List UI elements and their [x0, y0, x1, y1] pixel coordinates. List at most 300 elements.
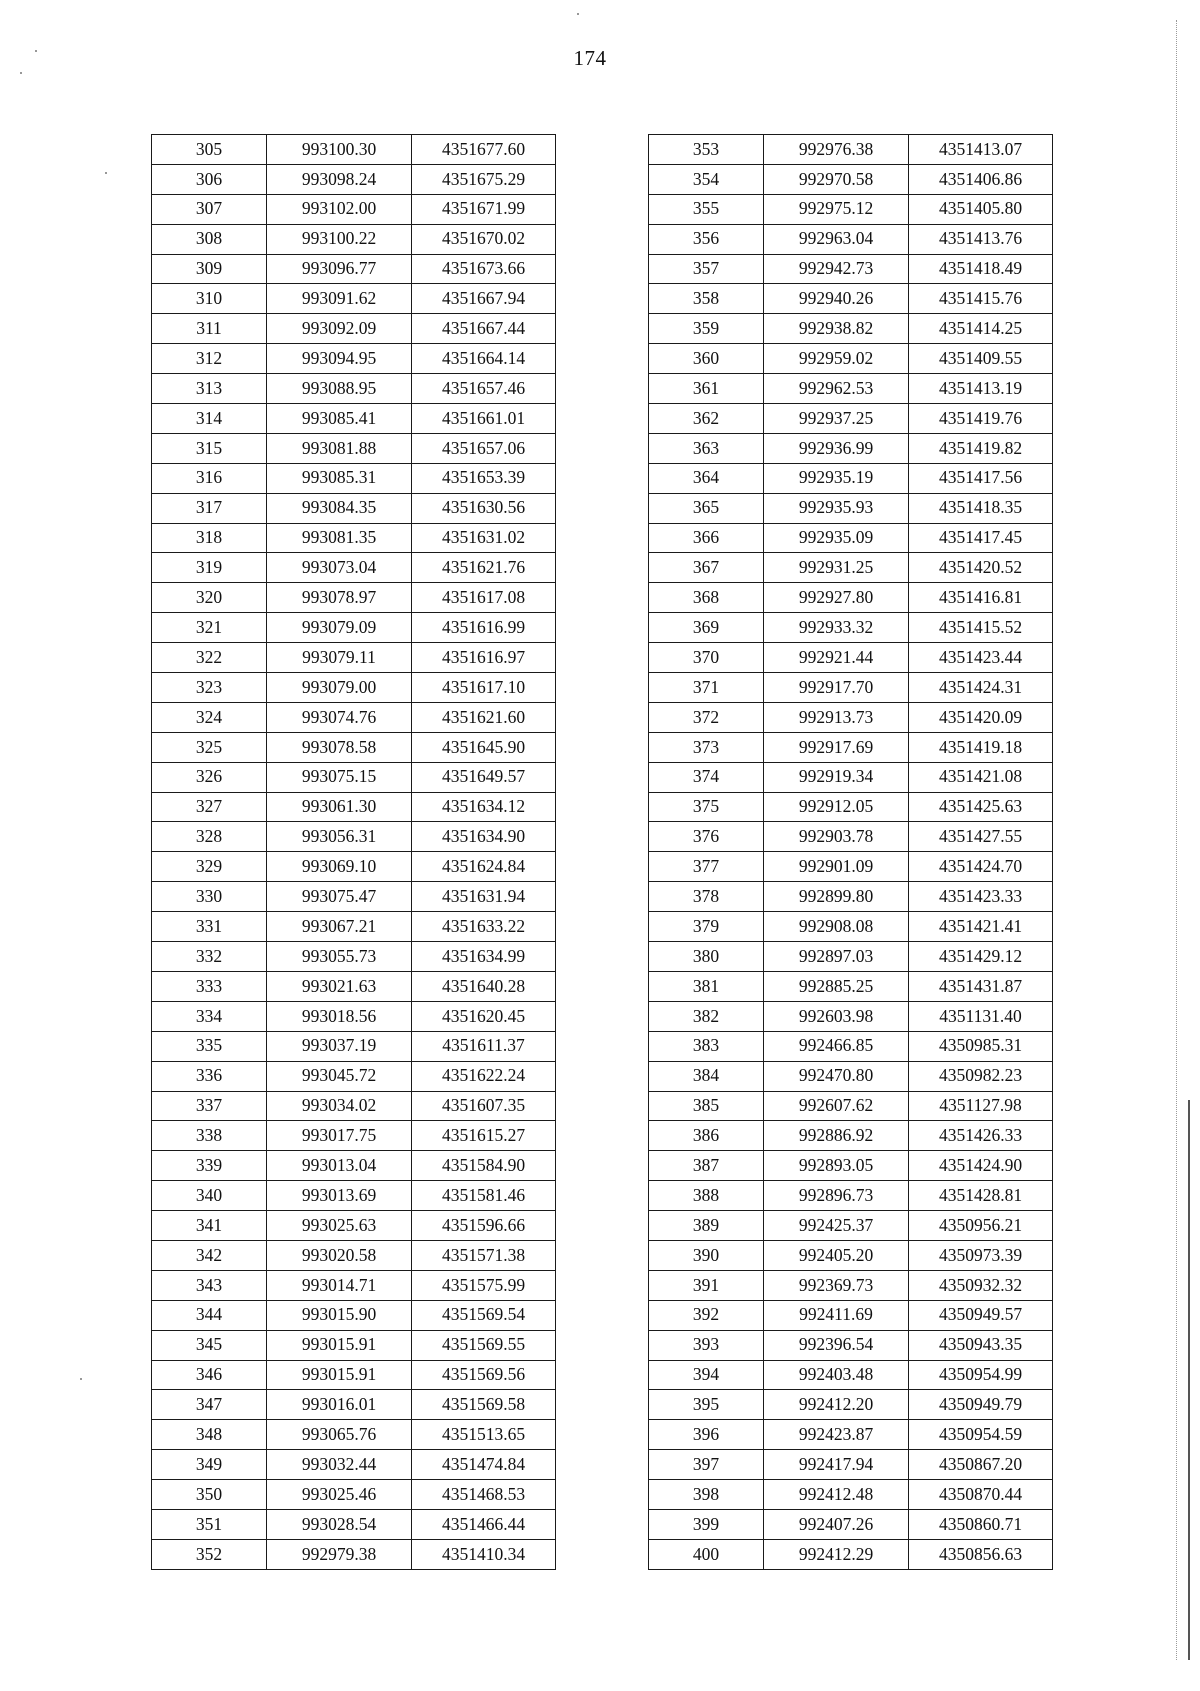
- y-coordinate-cell: 4351425.63: [909, 792, 1053, 822]
- point-number-cell: 399: [649, 1509, 764, 1539]
- point-number-cell: 387: [649, 1151, 764, 1181]
- x-coordinate-cell: 992970.58: [764, 164, 909, 194]
- x-coordinate-cell: 992938.82: [764, 314, 909, 344]
- y-coordinate-cell: 4351607.35: [412, 1091, 556, 1121]
- y-coordinate-cell: 4350954.59: [909, 1420, 1053, 1450]
- y-coordinate-cell: 4351406.86: [909, 164, 1053, 194]
- point-number-cell: 386: [649, 1121, 764, 1151]
- table-row: [152, 1240, 556, 1270]
- point-number-cell: 395: [649, 1390, 764, 1420]
- y-coordinate-cell: 4351419.82: [909, 433, 1053, 463]
- point-number-cell: 367: [649, 553, 764, 583]
- table-row: [152, 224, 556, 254]
- point-number-cell: 380: [649, 942, 764, 972]
- y-coordinate-cell: 4351633.22: [412, 912, 556, 942]
- x-coordinate-cell: 992896.73: [764, 1181, 909, 1211]
- y-coordinate-cell: 4351428.81: [909, 1181, 1053, 1211]
- y-coordinate-cell: 4351413.76: [909, 224, 1053, 254]
- scan-edge-line: [1188, 1100, 1190, 1660]
- x-coordinate-cell: 992976.38: [764, 135, 909, 165]
- x-coordinate-cell: 993065.76: [267, 1420, 412, 1450]
- x-coordinate-cell: 993016.01: [267, 1390, 412, 1420]
- x-coordinate-cell: 993045.72: [267, 1061, 412, 1091]
- x-coordinate-cell: 993015.91: [267, 1330, 412, 1360]
- y-coordinate-cell: 4351424.90: [909, 1151, 1053, 1181]
- x-coordinate-cell: 992396.54: [764, 1330, 909, 1360]
- x-coordinate-cell: 993088.95: [267, 374, 412, 404]
- x-coordinate-cell: 992885.25: [764, 971, 909, 1001]
- x-coordinate-cell: 992962.53: [764, 374, 909, 404]
- point-number-cell: 334: [152, 1001, 267, 1031]
- table-row: [152, 732, 556, 762]
- table-row: [152, 971, 556, 1001]
- x-coordinate-cell: 993078.97: [267, 583, 412, 613]
- table-row: [649, 553, 1053, 583]
- point-number-cell: 305: [152, 135, 267, 165]
- y-coordinate-cell: 4351615.27: [412, 1121, 556, 1151]
- point-number-cell: 379: [649, 912, 764, 942]
- table-row: [649, 1480, 1053, 1510]
- x-coordinate-cell: 992466.85: [764, 1031, 909, 1061]
- point-number-cell: 329: [152, 852, 267, 882]
- y-coordinate-cell: 4351664.14: [412, 344, 556, 374]
- y-coordinate-cell: 4351423.44: [909, 643, 1053, 673]
- y-coordinate-cell: 4351640.28: [412, 971, 556, 1001]
- x-coordinate-cell: 993085.31: [267, 463, 412, 493]
- table-row: [152, 583, 556, 613]
- point-number-cell: 340: [152, 1181, 267, 1211]
- y-coordinate-cell: 4351667.94: [412, 284, 556, 314]
- scan-speck: [20, 72, 22, 74]
- y-coordinate-cell: 4351616.99: [412, 613, 556, 643]
- point-number-cell: 370: [649, 643, 764, 673]
- y-coordinate-cell: 4351569.55: [412, 1330, 556, 1360]
- y-coordinate-cell: 4351569.54: [412, 1300, 556, 1330]
- point-number-cell: 308: [152, 224, 267, 254]
- table-row: [649, 822, 1053, 852]
- y-coordinate-cell: 4350932.32: [909, 1270, 1053, 1300]
- point-number-cell: 374: [649, 762, 764, 792]
- y-coordinate-cell: 4351584.90: [412, 1151, 556, 1181]
- table-row: [649, 493, 1053, 523]
- x-coordinate-cell: 992935.09: [764, 523, 909, 553]
- x-coordinate-cell: 993081.88: [267, 433, 412, 463]
- point-number-cell: 358: [649, 284, 764, 314]
- point-number-cell: 310: [152, 284, 267, 314]
- x-coordinate-cell: 993075.47: [267, 882, 412, 912]
- point-number-cell: 336: [152, 1061, 267, 1091]
- x-coordinate-cell: 992425.37: [764, 1211, 909, 1241]
- x-coordinate-cell: 992975.12: [764, 194, 909, 224]
- scan-speck: [105, 172, 107, 174]
- x-coordinate-cell: 993091.62: [267, 284, 412, 314]
- x-coordinate-cell: 992940.26: [764, 284, 909, 314]
- table-row: [649, 702, 1053, 732]
- y-coordinate-cell: 4351621.76: [412, 553, 556, 583]
- x-coordinate-cell: 992919.34: [764, 762, 909, 792]
- y-coordinate-cell: 4351466.44: [412, 1509, 556, 1539]
- table-row: [649, 523, 1053, 553]
- point-number-cell: 369: [649, 613, 764, 643]
- x-coordinate-cell: 993084.35: [267, 493, 412, 523]
- table-row: [152, 344, 556, 374]
- y-coordinate-cell: 4351634.12: [412, 792, 556, 822]
- table-row: [152, 822, 556, 852]
- table-row: [152, 1211, 556, 1241]
- table-row: [649, 852, 1053, 882]
- x-coordinate-cell: 993067.21: [267, 912, 412, 942]
- y-coordinate-cell: 4350870.44: [909, 1480, 1053, 1510]
- table-row: [649, 1001, 1053, 1031]
- scan-speck: [577, 13, 579, 15]
- point-number-cell: 371: [649, 673, 764, 703]
- table-row: [649, 942, 1053, 972]
- table-row: [152, 762, 556, 792]
- table-row: [152, 493, 556, 523]
- point-number-cell: 339: [152, 1151, 267, 1181]
- point-number-cell: 373: [649, 732, 764, 762]
- point-number-cell: 362: [649, 404, 764, 434]
- table-row: [152, 1270, 556, 1300]
- point-number-cell: 335: [152, 1031, 267, 1061]
- y-coordinate-cell: 4351131.40: [909, 1001, 1053, 1031]
- y-coordinate-cell: 4351621.60: [412, 702, 556, 732]
- x-coordinate-cell: 993018.56: [267, 1001, 412, 1031]
- y-coordinate-cell: 4351427.55: [909, 822, 1053, 852]
- x-coordinate-cell: 993025.63: [267, 1211, 412, 1241]
- point-number-cell: 337: [152, 1091, 267, 1121]
- x-coordinate-cell: 993081.35: [267, 523, 412, 553]
- x-coordinate-cell: 993032.44: [267, 1450, 412, 1480]
- x-coordinate-cell: 993028.54: [267, 1509, 412, 1539]
- table-row: [152, 1539, 556, 1569]
- y-coordinate-cell: 4350956.21: [909, 1211, 1053, 1241]
- table-row: [649, 224, 1053, 254]
- y-coordinate-cell: 4351418.49: [909, 254, 1053, 284]
- point-number-cell: 344: [152, 1300, 267, 1330]
- table-row: [649, 643, 1053, 673]
- point-number-cell: 365: [649, 493, 764, 523]
- point-number-cell: 352: [152, 1539, 267, 1569]
- point-number-cell: 356: [649, 224, 764, 254]
- y-coordinate-cell: 4350867.20: [909, 1450, 1053, 1480]
- x-coordinate-cell: 993100.30: [267, 135, 412, 165]
- table-row: [152, 792, 556, 822]
- x-coordinate-cell: 992921.44: [764, 643, 909, 673]
- point-number-cell: 382: [649, 1001, 764, 1031]
- table-row: [152, 1420, 556, 1450]
- y-coordinate-cell: 4351596.66: [412, 1211, 556, 1241]
- x-coordinate-cell: 993073.04: [267, 553, 412, 583]
- point-number-cell: 332: [152, 942, 267, 972]
- y-coordinate-cell: 4351670.02: [412, 224, 556, 254]
- y-coordinate-cell: 4351631.02: [412, 523, 556, 553]
- point-number-cell: 361: [649, 374, 764, 404]
- point-number-cell: 320: [152, 583, 267, 613]
- y-coordinate-cell: 4351624.84: [412, 852, 556, 882]
- table-row: [649, 1539, 1053, 1569]
- y-coordinate-cell: 4351667.44: [412, 314, 556, 344]
- x-coordinate-cell: 992935.93: [764, 493, 909, 523]
- y-coordinate-cell: 4351413.07: [909, 135, 1053, 165]
- table-row: [649, 1360, 1053, 1390]
- point-number-cell: 353: [649, 135, 764, 165]
- point-number-cell: 345: [152, 1330, 267, 1360]
- x-coordinate-cell: 993102.00: [267, 194, 412, 224]
- point-number-cell: 376: [649, 822, 764, 852]
- point-number-cell: 390: [649, 1240, 764, 1270]
- y-coordinate-cell: 4351675.29: [412, 164, 556, 194]
- point-number-cell: 333: [152, 971, 267, 1001]
- table-row: [649, 792, 1053, 822]
- point-number-cell: 331: [152, 912, 267, 942]
- y-coordinate-cell: 4351575.99: [412, 1270, 556, 1300]
- table-row: [152, 1031, 556, 1061]
- table-row: [152, 1300, 556, 1330]
- y-coordinate-cell: 4351468.53: [412, 1480, 556, 1510]
- x-coordinate-cell: 993017.75: [267, 1121, 412, 1151]
- point-number-cell: 378: [649, 882, 764, 912]
- point-number-cell: 322: [152, 643, 267, 673]
- x-coordinate-cell: 992899.80: [764, 882, 909, 912]
- point-number-cell: 328: [152, 822, 267, 852]
- point-number-cell: 348: [152, 1420, 267, 1450]
- x-coordinate-cell: 992603.98: [764, 1001, 909, 1031]
- y-coordinate-cell: 4351413.19: [909, 374, 1053, 404]
- x-coordinate-cell: 992901.09: [764, 852, 909, 882]
- point-number-cell: 392: [649, 1300, 764, 1330]
- y-coordinate-cell: 4351127.98: [909, 1091, 1053, 1121]
- table-row: [649, 164, 1053, 194]
- y-coordinate-cell: 4351513.65: [412, 1420, 556, 1450]
- point-number-cell: 307: [152, 194, 267, 224]
- x-coordinate-cell: 992412.29: [764, 1539, 909, 1569]
- y-coordinate-cell: 4351405.80: [909, 194, 1053, 224]
- point-number-cell: 317: [152, 493, 267, 523]
- x-coordinate-cell: 992959.02: [764, 344, 909, 374]
- x-coordinate-cell: 993034.02: [267, 1091, 412, 1121]
- y-coordinate-cell: 4350985.31: [909, 1031, 1053, 1061]
- x-coordinate-cell: 993021.63: [267, 971, 412, 1001]
- x-coordinate-cell: 993014.71: [267, 1270, 412, 1300]
- point-number-cell: 355: [649, 194, 764, 224]
- point-number-cell: 343: [152, 1270, 267, 1300]
- y-coordinate-cell: 4351657.46: [412, 374, 556, 404]
- table-row: [649, 1211, 1053, 1241]
- table-row: [649, 583, 1053, 613]
- point-number-cell: 363: [649, 433, 764, 463]
- coordinates-table-left: [151, 134, 556, 1570]
- table-row: [152, 1450, 556, 1480]
- point-number-cell: 347: [152, 1390, 267, 1420]
- table-row: [649, 762, 1053, 792]
- y-coordinate-cell: 4350949.79: [909, 1390, 1053, 1420]
- point-number-cell: 368: [649, 583, 764, 613]
- y-coordinate-cell: 4351671.99: [412, 194, 556, 224]
- y-coordinate-cell: 4351673.66: [412, 254, 556, 284]
- point-number-cell: 323: [152, 673, 267, 703]
- point-number-cell: 360: [649, 344, 764, 374]
- point-number-cell: 400: [649, 1539, 764, 1569]
- table-row: [649, 1300, 1053, 1330]
- point-number-cell: 350: [152, 1480, 267, 1510]
- x-coordinate-cell: 992470.80: [764, 1061, 909, 1091]
- x-coordinate-cell: 992407.26: [764, 1509, 909, 1539]
- x-coordinate-cell: 992423.87: [764, 1420, 909, 1450]
- x-coordinate-cell: 993075.15: [267, 762, 412, 792]
- point-number-cell: 366: [649, 523, 764, 553]
- point-number-cell: 325: [152, 732, 267, 762]
- y-coordinate-cell: 4351421.41: [909, 912, 1053, 942]
- y-coordinate-cell: 4351653.39: [412, 463, 556, 493]
- point-number-cell: 338: [152, 1121, 267, 1151]
- y-coordinate-cell: 4351649.57: [412, 762, 556, 792]
- x-coordinate-cell: 992937.25: [764, 404, 909, 434]
- table-row: [649, 344, 1053, 374]
- table-row: [152, 1091, 556, 1121]
- y-coordinate-cell: 4350949.57: [909, 1300, 1053, 1330]
- table-row: [649, 1151, 1053, 1181]
- y-coordinate-cell: 4351423.33: [909, 882, 1053, 912]
- scan-speck: [80, 1378, 82, 1380]
- table-row: [152, 1001, 556, 1031]
- table-row: [152, 643, 556, 673]
- y-coordinate-cell: 4351581.46: [412, 1181, 556, 1211]
- y-coordinate-cell: 4350954.99: [909, 1360, 1053, 1390]
- point-number-cell: 354: [649, 164, 764, 194]
- point-number-cell: 375: [649, 792, 764, 822]
- point-number-cell: 306: [152, 164, 267, 194]
- table-row: [649, 1509, 1053, 1539]
- y-coordinate-cell: 4351617.10: [412, 673, 556, 703]
- x-coordinate-cell: 992942.73: [764, 254, 909, 284]
- y-coordinate-cell: 4351661.01: [412, 404, 556, 434]
- y-coordinate-cell: 4350973.39: [909, 1240, 1053, 1270]
- table-row: [649, 613, 1053, 643]
- point-number-cell: 326: [152, 762, 267, 792]
- x-coordinate-cell: 992607.62: [764, 1091, 909, 1121]
- point-number-cell: 324: [152, 702, 267, 732]
- x-coordinate-cell: 993020.58: [267, 1240, 412, 1270]
- x-coordinate-cell: 993013.04: [267, 1151, 412, 1181]
- y-coordinate-cell: 4351657.06: [412, 433, 556, 463]
- x-coordinate-cell: 992979.38: [267, 1539, 412, 1569]
- y-coordinate-cell: 4351417.45: [909, 523, 1053, 553]
- table-row: [649, 1181, 1053, 1211]
- x-coordinate-cell: 992963.04: [764, 224, 909, 254]
- point-number-cell: 327: [152, 792, 267, 822]
- table-row: [649, 1270, 1053, 1300]
- x-coordinate-cell: 992893.05: [764, 1151, 909, 1181]
- point-number-cell: 318: [152, 523, 267, 553]
- table-row: [152, 164, 556, 194]
- y-coordinate-cell: 4351424.70: [909, 852, 1053, 882]
- x-coordinate-cell: 992405.20: [764, 1240, 909, 1270]
- y-coordinate-cell: 4351429.12: [909, 942, 1053, 972]
- point-number-cell: 342: [152, 1240, 267, 1270]
- table-row: [152, 882, 556, 912]
- y-coordinate-cell: 4351631.94: [412, 882, 556, 912]
- x-coordinate-cell: 993037.19: [267, 1031, 412, 1061]
- table-row: [649, 1121, 1053, 1151]
- table-row: [152, 1061, 556, 1091]
- point-number-cell: 341: [152, 1211, 267, 1241]
- point-number-cell: 384: [649, 1061, 764, 1091]
- y-coordinate-cell: 4351571.38: [412, 1240, 556, 1270]
- x-coordinate-cell: 993055.73: [267, 942, 412, 972]
- point-number-cell: 372: [649, 702, 764, 732]
- table-row: [152, 314, 556, 344]
- table-row: [649, 1390, 1053, 1420]
- y-coordinate-cell: 4351409.55: [909, 344, 1053, 374]
- y-coordinate-cell: 4351569.58: [412, 1390, 556, 1420]
- x-coordinate-cell: 992417.94: [764, 1450, 909, 1480]
- y-coordinate-cell: 4350860.71: [909, 1509, 1053, 1539]
- x-coordinate-cell: 993079.11: [267, 643, 412, 673]
- x-coordinate-cell: 993015.90: [267, 1300, 412, 1330]
- x-coordinate-cell: 993056.31: [267, 822, 412, 852]
- table-row: [152, 194, 556, 224]
- point-number-cell: 393: [649, 1330, 764, 1360]
- x-coordinate-cell: 993015.91: [267, 1360, 412, 1390]
- point-number-cell: 394: [649, 1360, 764, 1390]
- table-row: [152, 553, 556, 583]
- x-coordinate-cell: 993079.00: [267, 673, 412, 703]
- y-coordinate-cell: 4351622.24: [412, 1061, 556, 1091]
- table-row: [152, 702, 556, 732]
- page-number: 174: [573, 46, 607, 70]
- x-coordinate-cell: 992912.05: [764, 792, 909, 822]
- y-coordinate-cell: 4351420.52: [909, 553, 1053, 583]
- y-coordinate-cell: 4351424.31: [909, 673, 1053, 703]
- table-row: [649, 1061, 1053, 1091]
- point-number-cell: 385: [649, 1091, 764, 1121]
- table-row: [152, 912, 556, 942]
- x-coordinate-cell: 992412.48: [764, 1480, 909, 1510]
- point-number-cell: 396: [649, 1420, 764, 1450]
- table-row: [152, 613, 556, 643]
- table-row: [649, 971, 1053, 1001]
- table-row: [152, 404, 556, 434]
- point-number-cell: 388: [649, 1181, 764, 1211]
- y-coordinate-cell: 4351419.76: [909, 404, 1053, 434]
- y-coordinate-cell: 4351418.35: [909, 493, 1053, 523]
- table-row: [649, 1240, 1053, 1270]
- table-row: [649, 732, 1053, 762]
- y-coordinate-cell: 4351630.56: [412, 493, 556, 523]
- y-coordinate-cell: 4351421.08: [909, 762, 1053, 792]
- point-number-cell: 311: [152, 314, 267, 344]
- table-row: [649, 135, 1053, 165]
- x-coordinate-cell: 993013.69: [267, 1181, 412, 1211]
- point-number-cell: 309: [152, 254, 267, 284]
- point-number-cell: 389: [649, 1211, 764, 1241]
- y-coordinate-cell: 4351419.18: [909, 732, 1053, 762]
- point-number-cell: 381: [649, 971, 764, 1001]
- y-coordinate-cell: 4351417.56: [909, 463, 1053, 493]
- point-number-cell: 357: [649, 254, 764, 284]
- table-row: [152, 284, 556, 314]
- x-coordinate-cell: 992927.80: [764, 583, 909, 613]
- x-coordinate-cell: 993074.76: [267, 702, 412, 732]
- x-coordinate-cell: 993085.41: [267, 404, 412, 434]
- x-coordinate-cell: 992412.20: [764, 1390, 909, 1420]
- table-row: [649, 1091, 1053, 1121]
- y-coordinate-cell: 4351431.87: [909, 971, 1053, 1001]
- point-number-cell: 315: [152, 433, 267, 463]
- y-coordinate-cell: 4351645.90: [412, 732, 556, 762]
- point-number-cell: 349: [152, 1450, 267, 1480]
